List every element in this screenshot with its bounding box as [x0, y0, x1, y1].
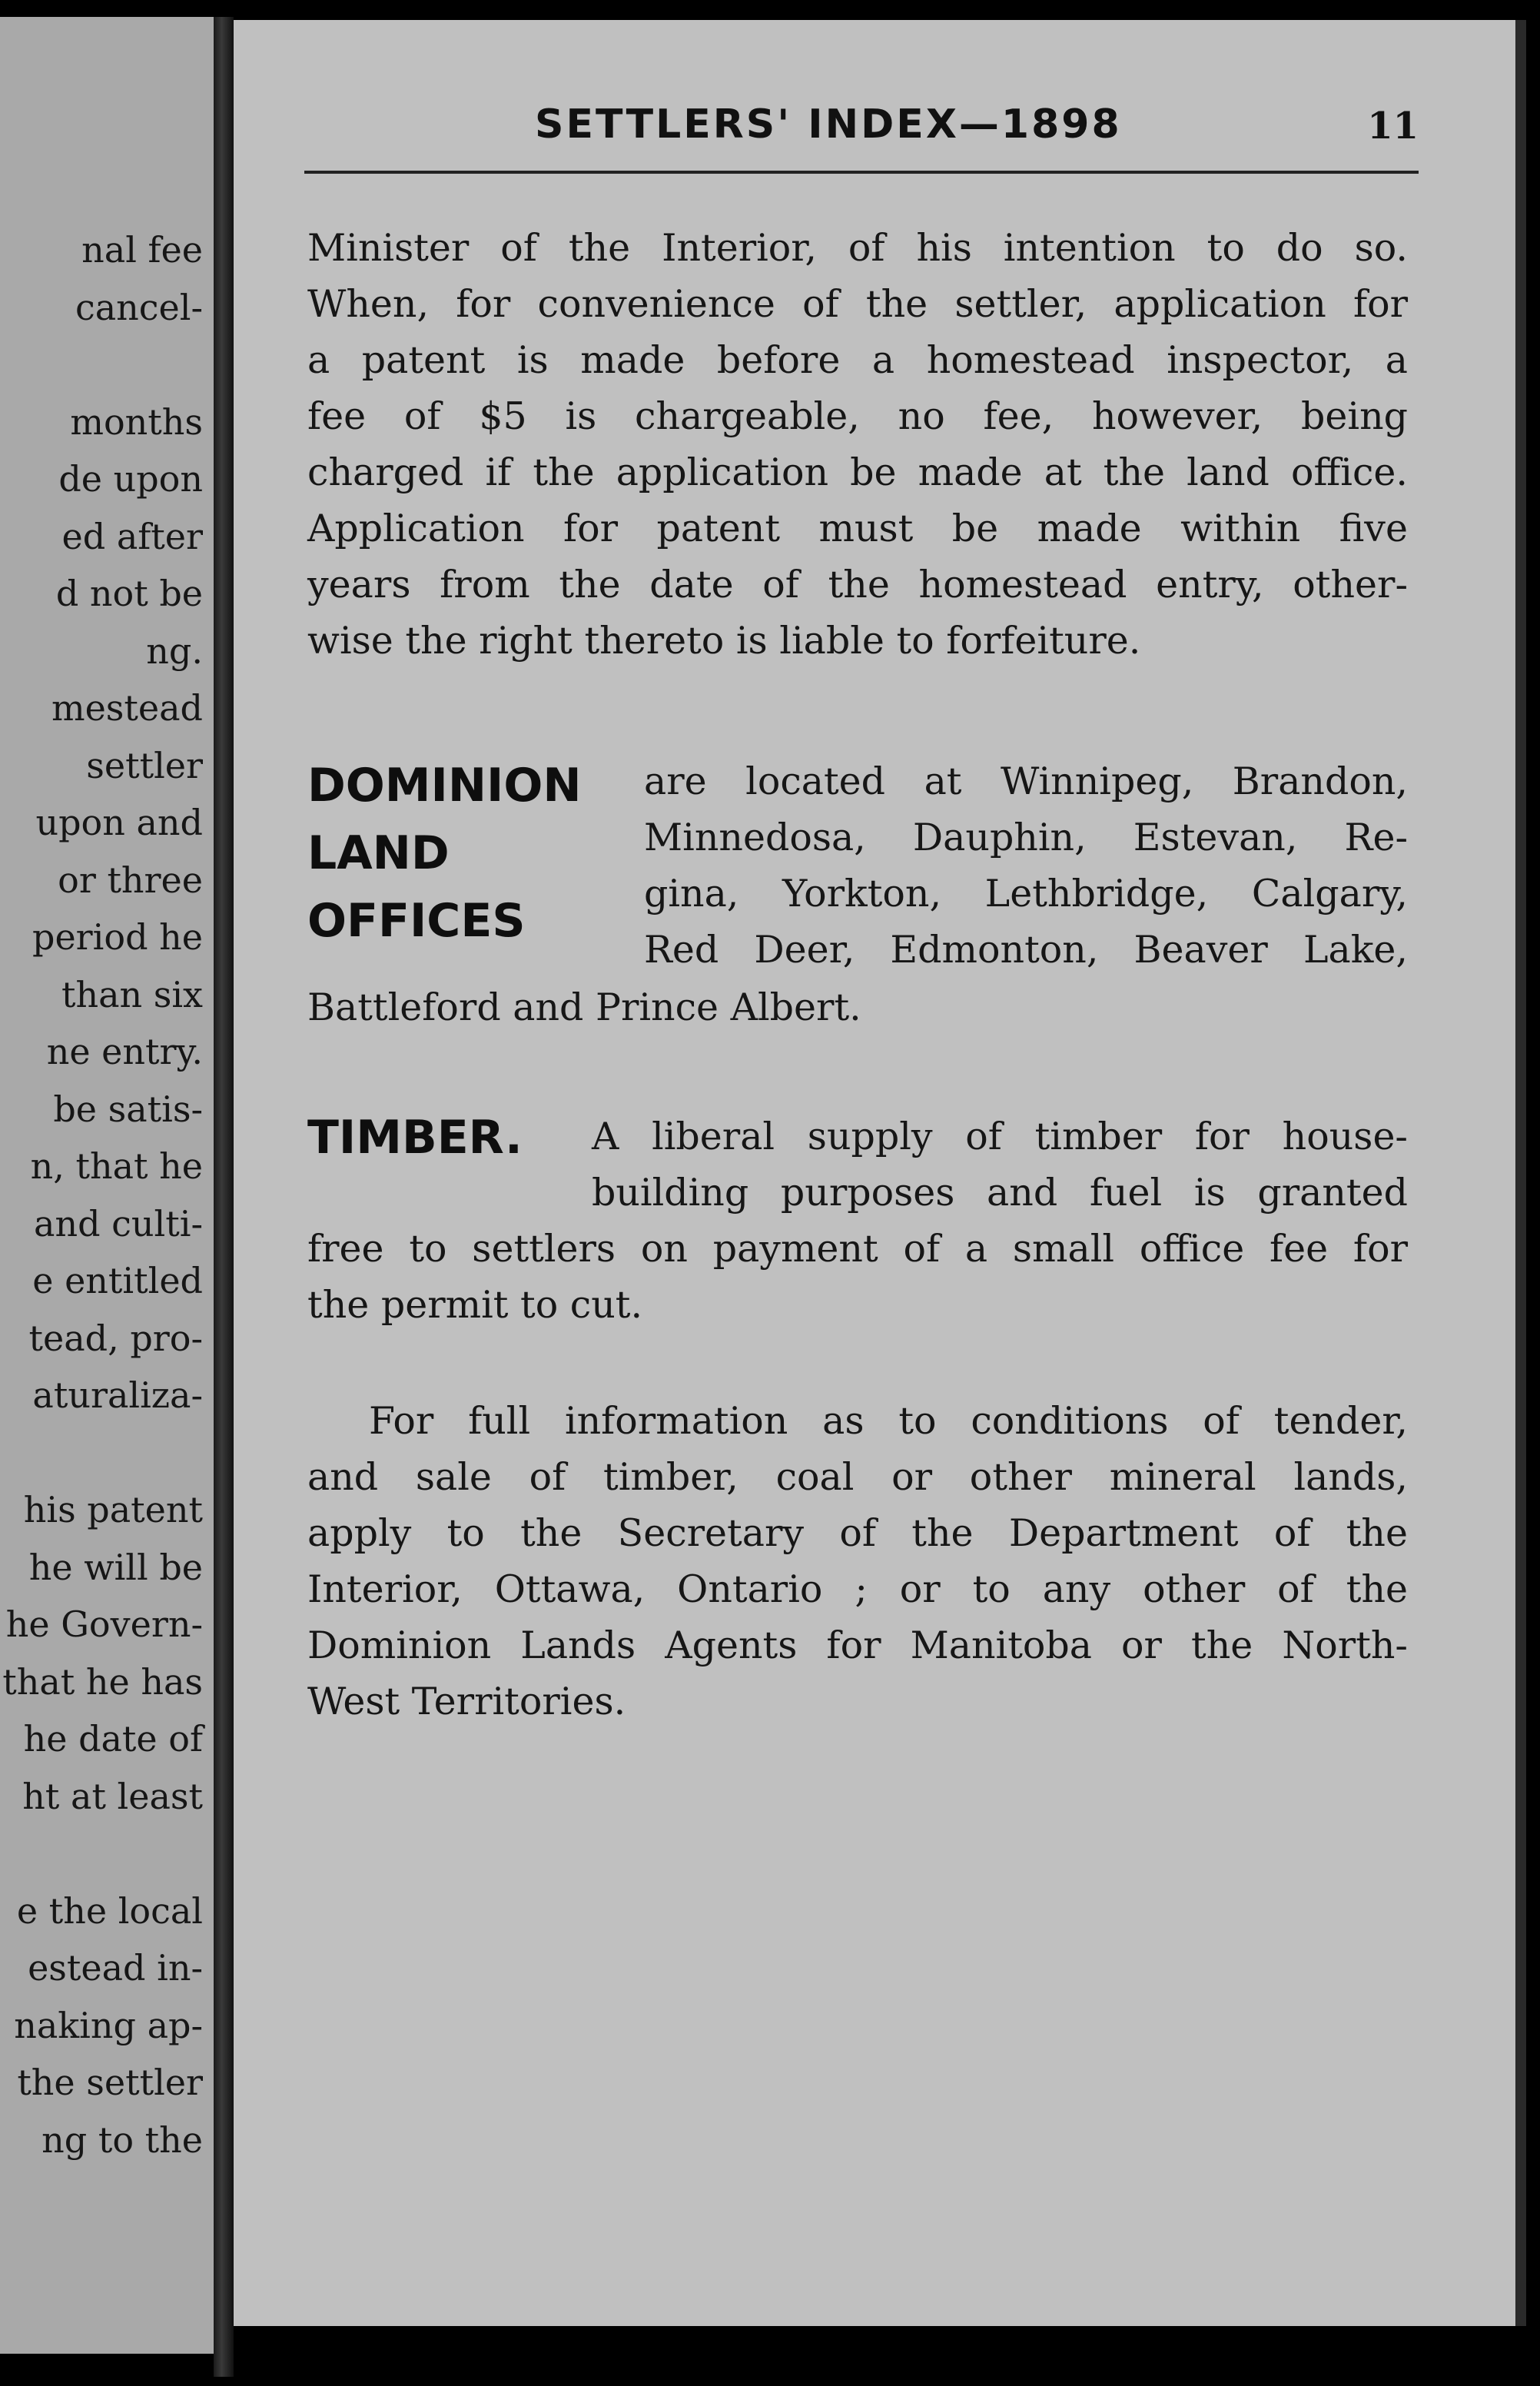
text-line: West Territories.: [307, 1680, 626, 1723]
text-line: charged if the application be made at the land office.: [307, 450, 1408, 494]
book-gutter: [214, 17, 234, 2377]
header-rule: [304, 171, 1419, 174]
left-page-line: tead, pro-: [28, 1317, 203, 1359]
paragraph-patent: [307, 220, 1408, 669]
text-line: Dominion Lands Agents for Manitoba or the North-: [307, 1623, 1408, 1667]
left-page-line: than six: [61, 973, 203, 1015]
left-page-line: and culti-: [34, 1202, 203, 1245]
header-title: SETTLERS' INDEX—1898: [535, 101, 1122, 148]
text-line: A liberal supply of timber for house-: [592, 1115, 1408, 1158]
left-page-line: e entitled: [32, 1260, 203, 1301]
left-page-line: naking ap-: [14, 2004, 203, 2046]
text-line: years from the date of the homestead entry, other-: [307, 563, 1408, 606]
left-page-line: ht at least: [22, 1775, 203, 1817]
dominion-body: [644, 753, 1408, 978]
timber-continued: [307, 1221, 1408, 1333]
left-page-line: n, that he: [30, 1145, 203, 1187]
dominion-last-line: Battleford and Prince Albert.: [307, 985, 861, 1029]
text-line: Red Deer, Edmonton, Beaver Lake,: [644, 928, 1408, 972]
heading-line: LAND: [307, 826, 450, 880]
left-page-line: estead in-: [28, 1947, 203, 1989]
text-line: the permit to cut.: [307, 1283, 643, 1327]
left-page-line: he Govern-: [5, 1603, 203, 1645]
left-page-line: he will be: [28, 1546, 203, 1588]
left-page-line: ne entry.: [46, 1031, 203, 1072]
left-page-line: de upon: [58, 458, 203, 500]
left-page-line: or three: [58, 859, 203, 901]
text-line: For full information as to conditions of tender,: [369, 1399, 1408, 1443]
text-line: apply to the Secretary of the Department of the: [307, 1511, 1408, 1555]
left-page-line: be satis-: [53, 1088, 203, 1130]
left-page-line: period he: [32, 916, 203, 958]
running-header: [304, 101, 1419, 171]
text-line: Minnedosa, Dauphin, Estevan, Re-: [644, 816, 1408, 859]
left-page-line: ng.: [146, 630, 203, 672]
text-line: and sale of timber, coal or other mineral lands,: [307, 1455, 1408, 1499]
left-page-line: d not be: [55, 573, 203, 614]
left-page-line: that he has: [2, 1660, 203, 1703]
left-page-line: he date of: [23, 1718, 203, 1760]
left-facing-page: [0, 17, 214, 2354]
left-page-text: [0, 17, 203, 2354]
left-page-line: ed after: [61, 515, 203, 557]
left-page-line: mestead: [51, 687, 203, 729]
left-page-line: settler: [86, 744, 203, 786]
timber-heading: TIMBER.: [307, 1111, 523, 1165]
page-number: 11: [1367, 105, 1419, 148]
heading-line: DOMINION: [307, 759, 582, 813]
page-edge: [1515, 20, 1526, 2326]
left-page-line: aturaliza-: [32, 1374, 203, 1416]
text-line: are located at Winnipeg, Brandon,: [644, 759, 1408, 803]
timber-body: [592, 1108, 1408, 1221]
text-line: Interior, Ottawa, Ontario ; or to any other of the: [307, 1567, 1408, 1611]
text-line: gina, Yorkton, Lethbridge, Calgary,: [644, 872, 1408, 916]
left-page-line: months: [70, 400, 203, 443]
left-page-line: e the local: [16, 1889, 203, 1932]
text-line: When, for convenience of the settler, application for: [307, 282, 1408, 326]
text-line: wise the right thereto is liable to forfeiture.: [307, 619, 1141, 663]
left-page-line: ng to the: [41, 2118, 203, 2161]
paragraph-info: [307, 1393, 1408, 1730]
text-line: free to settlers on payment of a small office fee for: [307, 1227, 1408, 1271]
text-line: Application for patent must be made within five: [307, 507, 1408, 550]
left-page-line: cancel-: [75, 286, 203, 328]
text-line: Minister of the Interior, of his intention to do so.: [307, 226, 1408, 270]
left-page-line: the settler: [17, 2062, 203, 2103]
left-page-line: upon and: [35, 802, 203, 843]
text-line: a patent is made before a homestead inspector, a: [307, 338, 1408, 382]
text-line: building purposes and fuel is granted: [592, 1171, 1408, 1215]
text-line: fee of $5 is chargeable, no fee, however, being: [307, 394, 1408, 438]
left-page-line: nal fee: [81, 229, 203, 271]
dominion-heading: [307, 752, 582, 955]
left-page-line: his patent: [23, 1489, 203, 1530]
heading-line: OFFICES: [307, 894, 526, 948]
